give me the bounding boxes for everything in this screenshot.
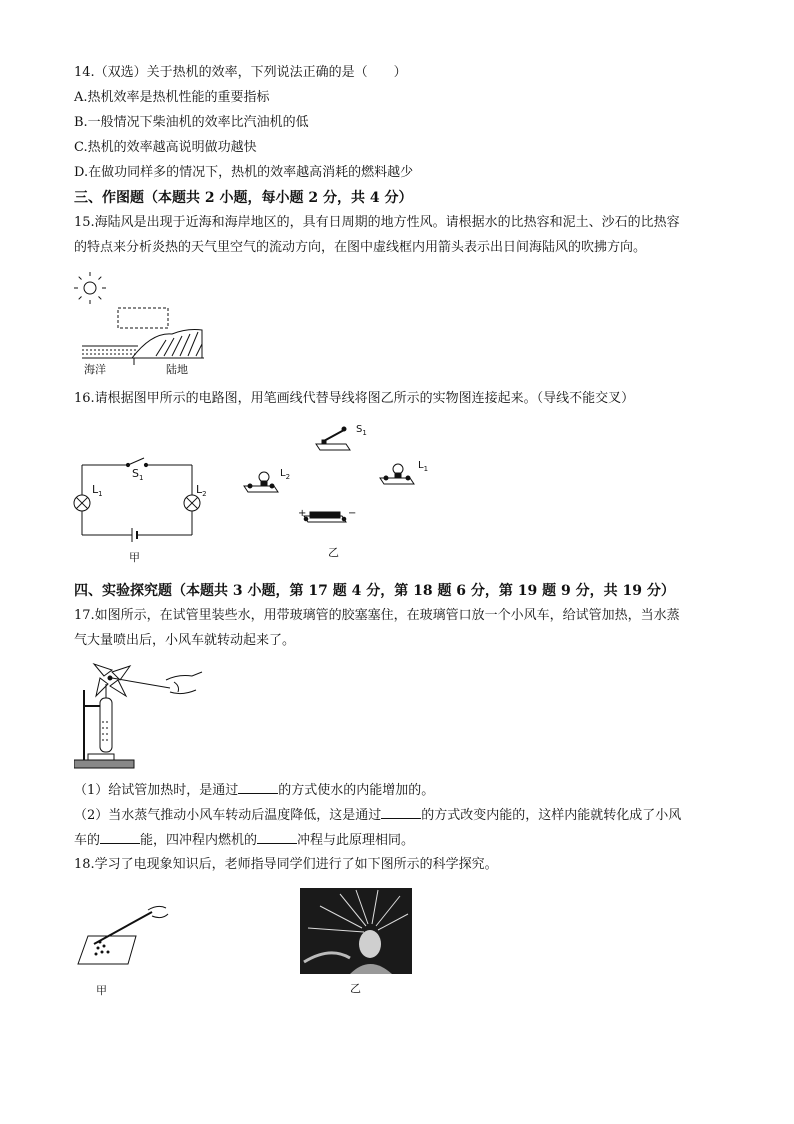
lamp-l2-base-icon (244, 472, 278, 492)
q17-text-line1: 17.如图所示，在试管里装些水，用带玻璃管的胶塞塞住，在玻璃管口放一个小风车，给试管加热，当水蒸 (74, 608, 680, 623)
answer-blank-4[interactable] (257, 830, 297, 844)
label-s1-physical: $S_1$ (356, 424, 367, 437)
q16-physical-diagram (240, 420, 440, 559)
q15-text-line1: 15.海陆风是出现于近海和海岸地区的，具有日周期的地方性风。请根据水的比热容和泥土、沙石的比热容 (74, 215, 680, 230)
label-l2-physical: $L_2$ (280, 468, 291, 481)
q17-sub2-line1: （2）当水蒸气推动小风车转动后温度降低，这是通过 的方式改变内能的，这样内能就转化成了小风 (74, 805, 724, 826)
label-plus: + (298, 508, 307, 519)
section3-title: 三、作图题（本题共 2 小题，每小题 2 分，共 4 分） (74, 190, 413, 206)
q18-figure-jia (74, 902, 174, 997)
q17-sub2-line2: 车的 能，四冲程内燃机的 冲程与此原理相同。 (74, 830, 724, 851)
q17-figure-pinwheel (74, 662, 214, 774)
lamp-l1-base-icon (380, 464, 414, 484)
q15-figure-sea-land (72, 270, 212, 380)
hand-icon (166, 672, 202, 694)
label-sea: 海洋 (84, 363, 106, 376)
q18-figure-yi (300, 888, 412, 995)
q18-text: 18.学习了电现象知识后，老师指导同学们进行了如下图所示的科学探究。 (74, 857, 498, 872)
q14-option-d: D.在做功同样多的情况下，热机的效率越高消耗的燃料越少 (74, 165, 414, 180)
answer-blank-3[interactable] (100, 830, 140, 844)
label-l2: $L_2$ (196, 483, 207, 499)
q16-text: 16.请根据图甲所示的电路图，用笔画线代替导线将图乙所示的实物图连接起来。（导线不能交叉） (74, 391, 635, 406)
knife-switch-icon (316, 427, 350, 450)
battery-holder-icon (304, 512, 346, 522)
label-s1: $S_1$ (132, 467, 144, 483)
battery-icon (132, 528, 137, 542)
answer-blank-1[interactable] (238, 780, 278, 794)
caption-yi: 乙 (328, 546, 339, 559)
label-land: 陆地 (166, 363, 188, 376)
caption-jia: 甲 (129, 551, 140, 564)
label-l1-physical: $L_1$ (418, 460, 429, 473)
caption-yi-18: 乙 (350, 982, 361, 995)
answer-blank-2[interactable] (381, 805, 421, 819)
q14-option-a: A.热机效率是热机性能的重要指标 (74, 90, 270, 105)
sea-water (82, 346, 138, 354)
q14-option-c: C.热机的效率越高说明做功越快 (74, 140, 257, 155)
q14-stem: 14.（双选）关于热机的效率，下列说法正确的是（ ） (74, 65, 407, 80)
q14-option-b: B.一般情况下柴油机的效率比汽油机的低 (74, 115, 309, 130)
caption-jia-18: 甲 (96, 984, 107, 997)
q17-sub1: （1）给试管加热时，是通过 的方式使水的内能增加的。 (74, 780, 724, 801)
label-l1: $L_1$ (92, 483, 103, 499)
q15-text-line2: 的特点来分析炎热的天气里空气的流动方向，在图中虚线框内用箭头表示出日间海陆风的吹拂方向。 (74, 240, 647, 255)
land-hill (132, 330, 202, 359)
lamp-l1-icon (74, 495, 90, 511)
q16-circuit-diagram (70, 455, 210, 564)
answer-dashed-box[interactable] (118, 308, 168, 328)
section4-title: 四、实验探究题（本题共 3 小题，第 17 题 4 分，第 18 题 6 分，第 19 题 9 分，共 19 分） (74, 583, 675, 599)
sun-icon (74, 272, 106, 304)
label-minus: − (348, 508, 357, 519)
q17-text-line2: 气大量喷出后，小风车就转动起来了。 (74, 633, 296, 648)
face (359, 930, 381, 958)
